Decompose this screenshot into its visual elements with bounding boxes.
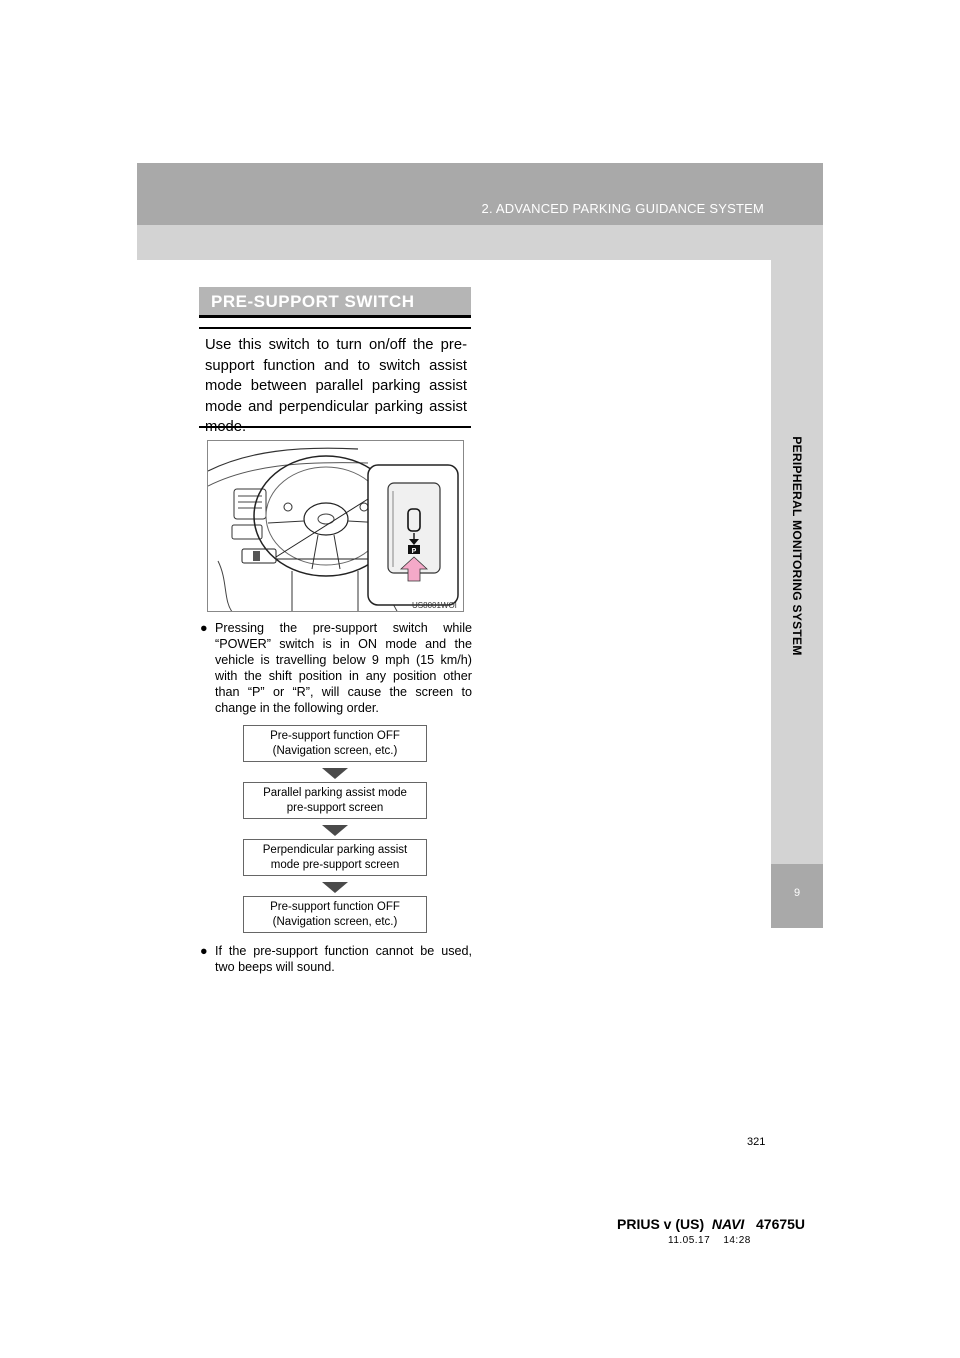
flow-step-line1: Pre-support function OFF [270,901,400,913]
flow-step-line1: Parallel parking assist mode [263,787,407,799]
section-heading: PRE-SUPPORT SWITCH [199,287,471,317]
chapter-title: 2. ADVANCED PARKING GUIDANCE SYSTEM [481,201,764,216]
flow-step [243,839,427,876]
header-subband [137,225,823,260]
figure-code: US8001WOI [412,601,457,610]
flow-arrow-icon [322,768,348,779]
flow-step-line2: pre-support screen [286,802,384,814]
bullet-text: If the pre-support function cannot be used, two beeps will sound. [215,944,472,974]
bullet-item [200,620,472,716]
switch-letter: P [411,548,417,555]
side-chapter-label: PERIPHERAL MONITORING SYSTEM [790,436,804,656]
flow-step [243,725,427,762]
bullet-item [200,943,472,975]
footer-timestamp [668,1235,751,1246]
page-number: 321 [747,1136,766,1148]
footer-navi: NAVI [711,1216,745,1232]
bullet-text: Pressing the pre-support switch while “POWER” switch is in ON mode and the vehicle is travelling below 9 mph (15 km/h) with the shift position in any position other than “P” or “R”, will cause the screen to change in the following order. [215,621,472,715]
flow-arrow-icon [322,825,348,836]
flow-step [243,896,427,933]
footer-code: 47675U [756,1216,806,1232]
footer-date: 11.05.17 [668,1235,711,1246]
flow-step-line1: Pre-support function OFF [270,730,400,742]
bullet-icon: ● [200,944,208,958]
flow-step-line2: (Navigation screen, etc.) [272,916,398,928]
intro-box: Use this switch to turn on/off the pre-support function and to switch assist mode between parallel parking assist mode and perpendicular parking assist mode. [199,327,471,428]
footer-time: 14:28 [723,1235,751,1246]
bullet-icon: ● [200,621,208,635]
flow-step-line2: (Navigation screen, etc.) [272,745,398,757]
dashboard-drawing [208,441,464,612]
flow-step-line1: Perpendicular parking assist [262,844,408,856]
footer-model [617,1216,805,1232]
footer-model-name: PRIUS v (US) [617,1216,705,1232]
flow-step [243,782,427,819]
flow-arrow-icon [322,882,348,893]
flow-step-line2: mode pre-support screen [270,859,400,871]
side-chapter-number: 9 [793,887,801,899]
dashboard-illustration [207,440,464,612]
heading-rule [199,315,471,318]
